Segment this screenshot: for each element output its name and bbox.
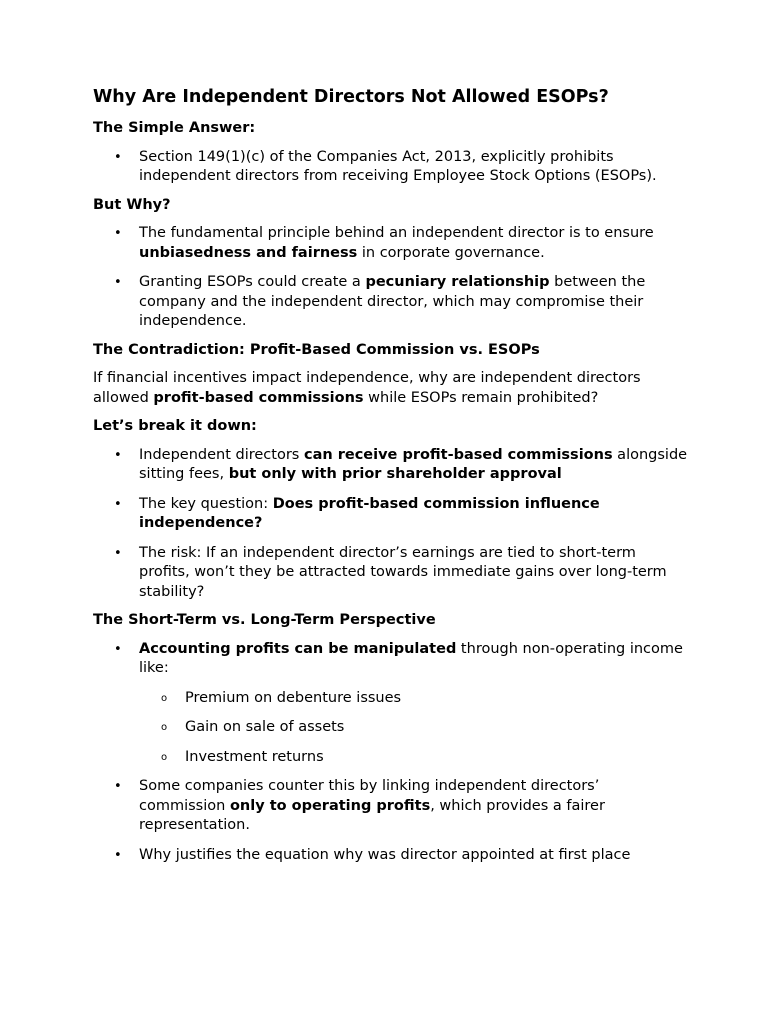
list-item	[93, 148, 688, 187]
sublist-non-operating-income	[139, 689, 688, 768]
text-run: while ESOPs remain prohibited?	[363, 389, 599, 406]
sublist-item-text: Investment returns	[185, 748, 324, 765]
list-item-text: Why justifies the equation why was director appointed at first place	[139, 846, 631, 863]
heading-perspective: The Short-Term vs. Long-Term Perspective	[93, 612, 436, 628]
list-simple-answer	[93, 148, 688, 187]
text-run: , which provides a fairer representation.	[139, 797, 605, 833]
list-item	[93, 846, 688, 866]
heading-break-down: Let’s break it down:	[93, 418, 257, 434]
list-break-down	[93, 446, 688, 603]
bullet-marker: •	[114, 545, 122, 561]
text-run: The key question:	[139, 495, 273, 512]
bullet-marker: •	[114, 641, 122, 657]
sub-bullet-marker: o	[161, 722, 168, 733]
list-item	[93, 224, 688, 263]
bullet-marker: •	[114, 779, 122, 794]
list-item-text: The risk: If an independent director’s earnings are tied to short-term profits, won’t they be attracted towards immediate gains over long-term stability?	[139, 544, 667, 600]
sub-bullet-marker: o	[161, 751, 168, 763]
text-run: in corporate governance.	[357, 244, 545, 261]
text-run: Granting ESOPs could create a	[139, 274, 366, 290]
bullet-marker: •	[114, 496, 122, 512]
list-item	[93, 446, 688, 485]
heading-simple-answer: The Simple Answer:	[93, 120, 256, 136]
bold-run: can receive profit-based commissions	[303, 446, 613, 463]
list-but-why	[93, 224, 688, 332]
sublist-item-text: Premium on debenture issues	[185, 689, 402, 706]
sub-bullet-marker: o	[161, 692, 168, 704]
bullet-marker: •	[114, 275, 122, 290]
bold-run: but only with prior shareholder approval	[228, 466, 562, 482]
document-title: Why Are Independent Directors Not Allowed ESOPs?	[93, 87, 609, 107]
text-run: The fundamental principle behind an independent director is to ensure	[139, 225, 654, 241]
sublist-item	[139, 748, 688, 768]
bullet-marker: •	[114, 847, 122, 863]
bullet-marker: •	[114, 447, 122, 463]
paragraph-contradiction	[93, 369, 688, 408]
bullet-marker: •	[114, 149, 122, 165]
list-item	[93, 544, 688, 603]
sublist-item	[139, 718, 688, 738]
heading-but-why: But Why?	[93, 196, 171, 213]
text-run: alongside sitting fees,	[139, 446, 688, 482]
bullet-marker: •	[114, 226, 122, 241]
list-item	[93, 495, 688, 534]
bold-run: only to operating profits	[229, 797, 431, 814]
text-run: Some companies counter this by linking independent directors’ commission	[139, 778, 600, 814]
list-item	[93, 777, 688, 836]
bold-run: profit-based commissions	[153, 389, 364, 406]
list-item	[93, 273, 688, 332]
list-perspective	[93, 640, 688, 866]
sublist-item	[139, 689, 688, 709]
text-run: Independent directors	[139, 446, 304, 463]
list-item-text: Section 149(1)(c) of the Companies Act, 2013, explicitly prohibits independent directors from receiving Employee Stock Options (ESOPs).	[139, 148, 657, 184]
bold-run: unbiasedness and fairness	[139, 244, 358, 261]
text-run: between the company and the independent director, which may compromise their independence.	[139, 274, 646, 329]
bold-run: Accounting profits can be manipulated	[139, 640, 457, 657]
bold-run: pecuniary relationship	[365, 274, 550, 290]
heading-contradiction: The Contradiction: Profit-Based Commission vs. ESOPs	[93, 341, 540, 358]
text-run: If financial incentives impact independence, why are independent directors allowed	[93, 370, 641, 406]
sublist-item-text: Gain on sale of assets	[185, 719, 345, 735]
bold-run: Does profit-based commission influence independence?	[139, 495, 600, 531]
text-run: through non-operating income like:	[139, 640, 683, 676]
list-item	[93, 640, 688, 768]
